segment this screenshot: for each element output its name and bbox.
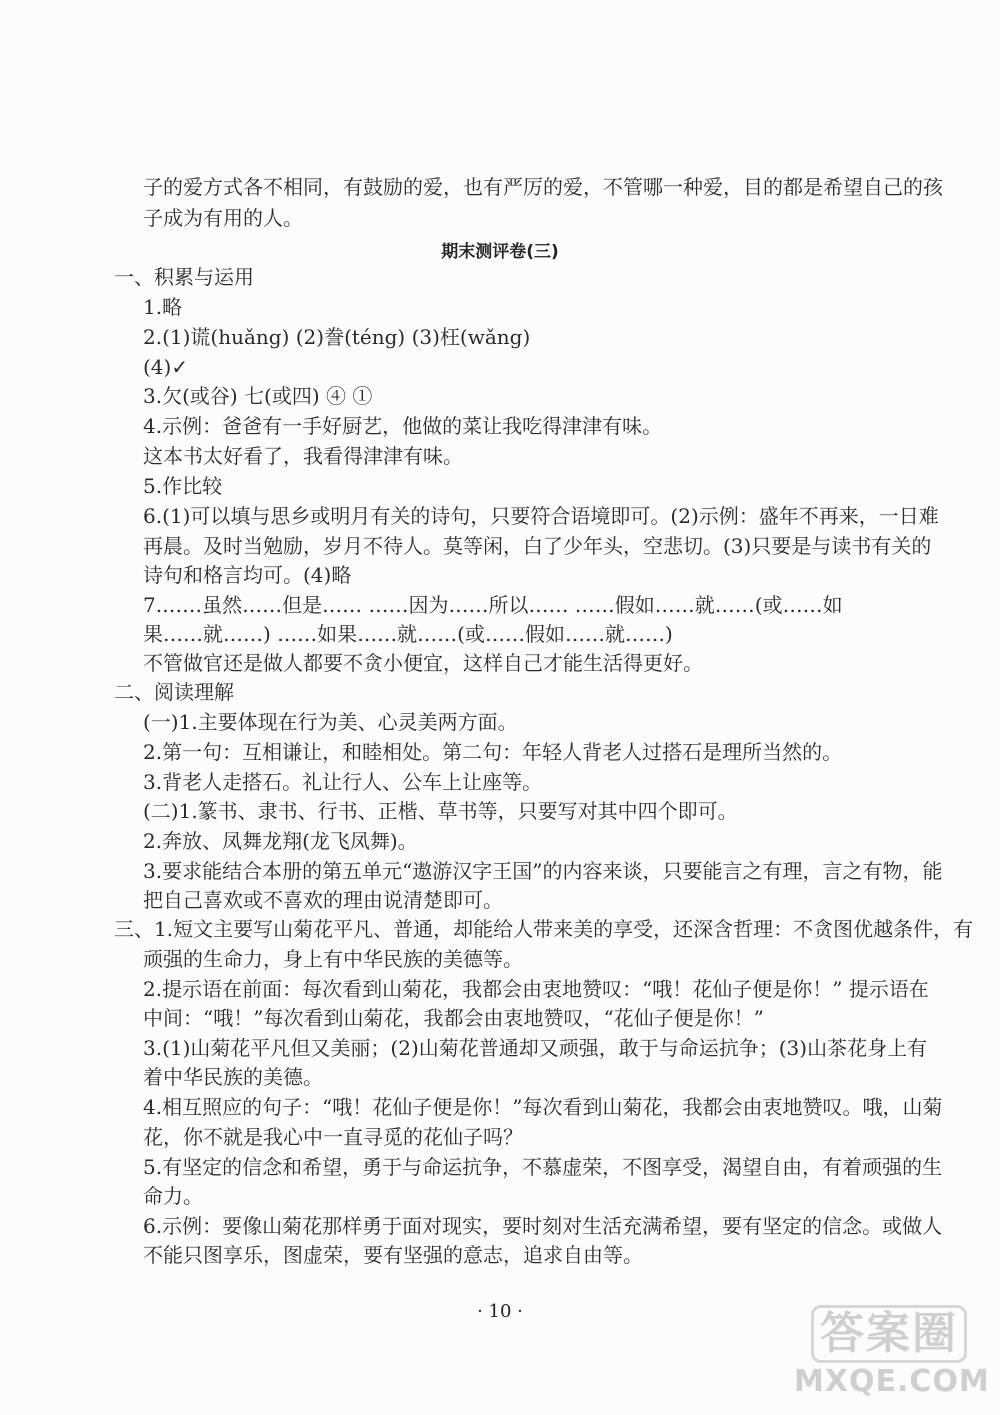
watermark-logo — [794, 1305, 990, 1405]
watermark-text-bottom: MXQE.COM — [794, 1364, 990, 1399]
answer-line: 果……就……) ……如果……就……(或……假如……就……) — [143, 622, 673, 646]
answer-line: 1.略 — [143, 295, 183, 319]
answer-line: 2.第一句：互相谦让，和睦相处。第二句：年轻人背老人过搭石是理所当然的。 — [143, 740, 843, 764]
section-heading: 二、阅读理解 — [114, 680, 234, 704]
answer-line: 3.背老人走搭石。礼让行人、公车上让座等。 — [143, 770, 543, 794]
answer-line: 再晨。及时当勉励，岁月不待人。莫等闲，白了少年头，空悲切。(3)只要是与读书有关的 — [143, 534, 932, 558]
answer-line: 不能只图享乐，图虚荣，要有坚强的意志，追求自由等。 — [143, 1243, 643, 1267]
answer-line: 花，你不就是我心中一直寻觅的花仙子吗？ — [143, 1125, 523, 1149]
section-heading: 一、积累与运用 — [114, 265, 254, 289]
answer-line: 5.作比较 — [143, 474, 223, 498]
answer-line: 3.(1)山菊花平凡但又美丽；(2)山菊花普通却又顽强，敢于与命运抗争；(3)山茶花身上有 — [143, 1036, 928, 1060]
answer-line: 中间：“哦！”每次看到山菊花，我都会由衷地赞叹，“花仙子便是你！” — [143, 1006, 764, 1030]
answer-line: 2.提示语在前面：每次看到山菊花，我都会由衷地赞叹：“哦！花仙子便是你！” 提示语在 — [143, 977, 929, 1001]
answer-line: 3.要求能结合本册的第五单元“遨游汉字王国”的内容来谈，只要能言之有理，言之有物，能 — [143, 859, 943, 883]
section-heading: 三、1.短文主要写山菊花平凡、普通，却能给人带来美的享受，还深含哲理：不贪图优越条件，有 — [114, 917, 974, 941]
answer-line: 把自己喜欢或不喜欢的理由说清楚即可。 — [143, 888, 503, 912]
answer-line: 6.(1)可以填与思乡或明月有关的诗句，只要符合语境即可。(2)示例：盛年不再来，一日难 — [143, 504, 939, 528]
answer-line: 6.示例：要像山菊花那样勇于面对现实，要时刻对生活充满希望，要有坚定的信念。或做人 — [143, 1214, 943, 1238]
answer-line: 4.相互照应的句子：“哦！花仙子便是你！”每次看到山菊花，我都会由衷地赞叹。哦，山菊 — [143, 1095, 943, 1119]
answer-line: 着中华民族的美德。 — [143, 1065, 323, 1089]
answer-line: 3.欠(或谷) 七(或四) ④ ① — [143, 384, 373, 408]
answer-line: 5.有坚定的信念和希望，勇于与命运抗争，不慕虚荣，不图享受，渴望自由，有着顽强的生 — [143, 1155, 943, 1179]
answer-line: 7.……虽然……但是…… ……因为……所以…… ……假如……就……(或……如 — [143, 593, 843, 617]
watermark-text-top: 答案圈 — [811, 1305, 967, 1363]
paragraph-line: 子的爱方式各不相同，有鼓励的爱，也有严厉的爱，不管哪一种爱，目的都是希望自己的孩 — [143, 175, 943, 199]
page-number: · 10 · — [477, 1301, 523, 1322]
answer-line: 顽强的生命力，身上有中华民族的美德等。 — [143, 947, 523, 971]
answer-line: (4)✓ — [143, 355, 189, 379]
answer-line: (二)1.篆书、隶书、行书、正楷、草书等，只要写对其中四个即可。 — [143, 799, 738, 823]
answer-line: 这本书太好看了，我看得津津有味。 — [143, 444, 463, 468]
answer-line: 4.示例：爸爸有一手好厨艺，他做的菜让我吃得津津有味。 — [143, 414, 663, 438]
answer-line: 不管做官还是做人都要不贪小便宜，这样自己才能生活得更好。 — [143, 651, 703, 675]
answer-line: (一)1.主要体现在行为美、心灵美两方面。 — [143, 710, 518, 734]
answer-line: 命力。 — [143, 1184, 203, 1208]
answer-line: 诗句和格言均可。(4)略 — [143, 563, 352, 587]
exam-title: 期末测评卷(三) — [441, 242, 559, 262]
answer-line: 2.奔放、凤舞龙翔(龙飞凤舞)。 — [143, 829, 418, 853]
paragraph-line: 子成为有用的人。 — [143, 206, 303, 230]
answer-line: 2.(1)谎(huǎng) (2)誊(téng) (3)枉(wǎng) — [143, 325, 531, 349]
